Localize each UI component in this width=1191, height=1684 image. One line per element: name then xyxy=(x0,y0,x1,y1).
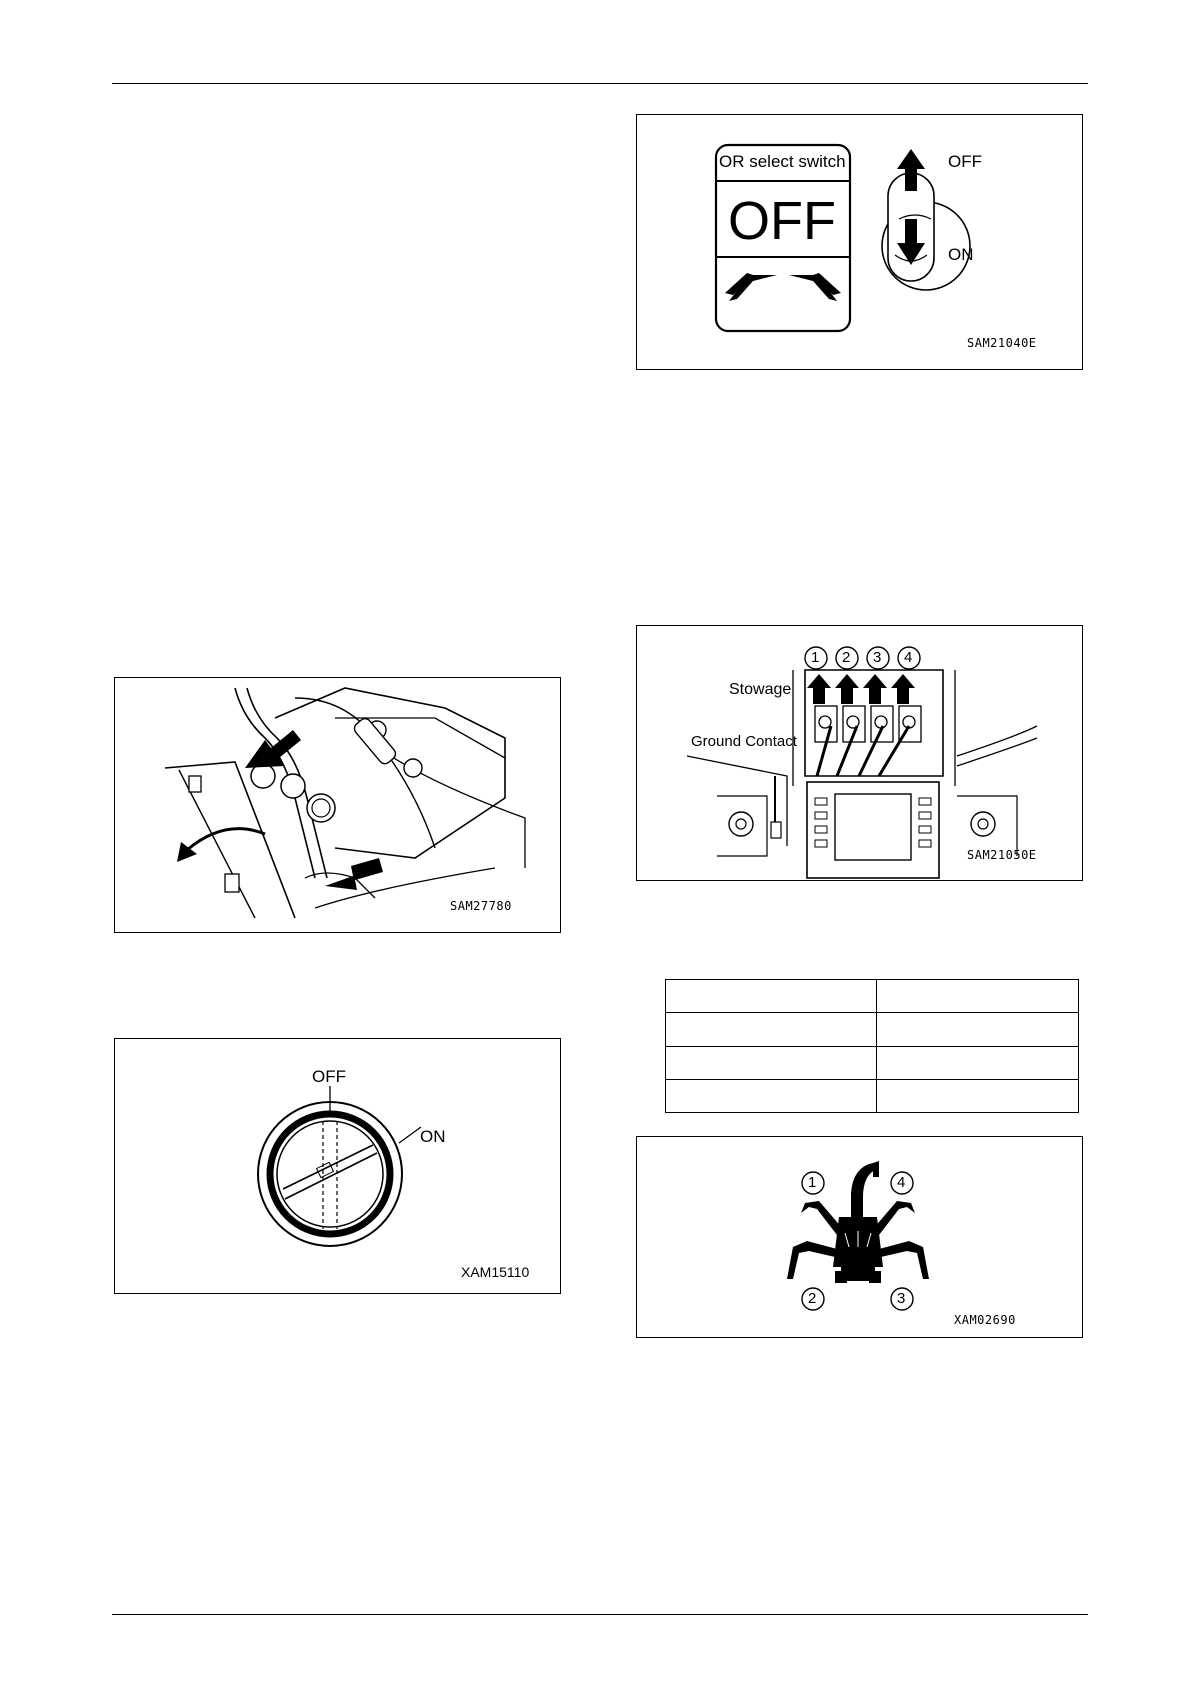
table-cell xyxy=(877,980,1079,1013)
number-4-label: 4 xyxy=(904,649,913,666)
number-1-label: 1 xyxy=(811,649,820,666)
outrigger-levers-drawing xyxy=(637,626,1083,881)
figure-code: SAM21050E xyxy=(967,848,1037,862)
on-label: ON xyxy=(420,1127,446,1146)
number-1-label: 1 xyxy=(808,1174,817,1191)
table-cell xyxy=(877,1013,1079,1046)
table-row xyxy=(666,1079,1079,1112)
number-3-label: 3 xyxy=(873,649,882,666)
figure-outrigger-layout xyxy=(636,1136,1083,1338)
or-select-switch-drawing xyxy=(637,115,1083,370)
figure-or-select-switch xyxy=(636,114,1083,370)
panel-title-label: OR select switch xyxy=(719,152,846,171)
figure-outrigger-levers xyxy=(636,625,1083,881)
footer-rule xyxy=(112,1614,1088,1615)
off-label: OFF xyxy=(948,152,982,171)
figure-code: SAM21040E xyxy=(967,336,1037,350)
figure-key-switch xyxy=(114,1038,561,1294)
figure-cover-open xyxy=(114,677,561,933)
table-cell xyxy=(666,1013,877,1046)
table-cell xyxy=(666,1046,877,1079)
number-2-label: 2 xyxy=(808,1290,817,1307)
panel-state-label: OFF xyxy=(728,191,836,251)
outrigger-layout-drawing xyxy=(637,1137,1083,1338)
header-rule xyxy=(112,83,1088,84)
table-cell xyxy=(666,980,877,1013)
table-row xyxy=(666,1013,1079,1046)
number-3-label: 3 xyxy=(897,1290,906,1307)
table-row xyxy=(666,980,1079,1013)
number-4-label: 4 xyxy=(897,1174,906,1191)
stowage-label: Stowage xyxy=(729,681,792,698)
outrigger-table xyxy=(665,979,1079,1113)
cover-open-drawing xyxy=(115,678,561,933)
table-cell xyxy=(877,1079,1079,1112)
table-cell xyxy=(666,1079,877,1112)
figure-code: XAM15110 xyxy=(461,1264,530,1280)
number-2-label: 2 xyxy=(842,649,851,666)
figure-code: SAM27780 xyxy=(450,899,512,913)
table-row xyxy=(666,1046,1079,1079)
ground-contact-label: Ground Contact xyxy=(691,733,797,750)
table-cell xyxy=(877,1046,1079,1079)
on-label: ON xyxy=(948,245,974,264)
figure-code: XAM02690 xyxy=(954,1313,1016,1327)
off-label: OFF xyxy=(312,1067,346,1086)
